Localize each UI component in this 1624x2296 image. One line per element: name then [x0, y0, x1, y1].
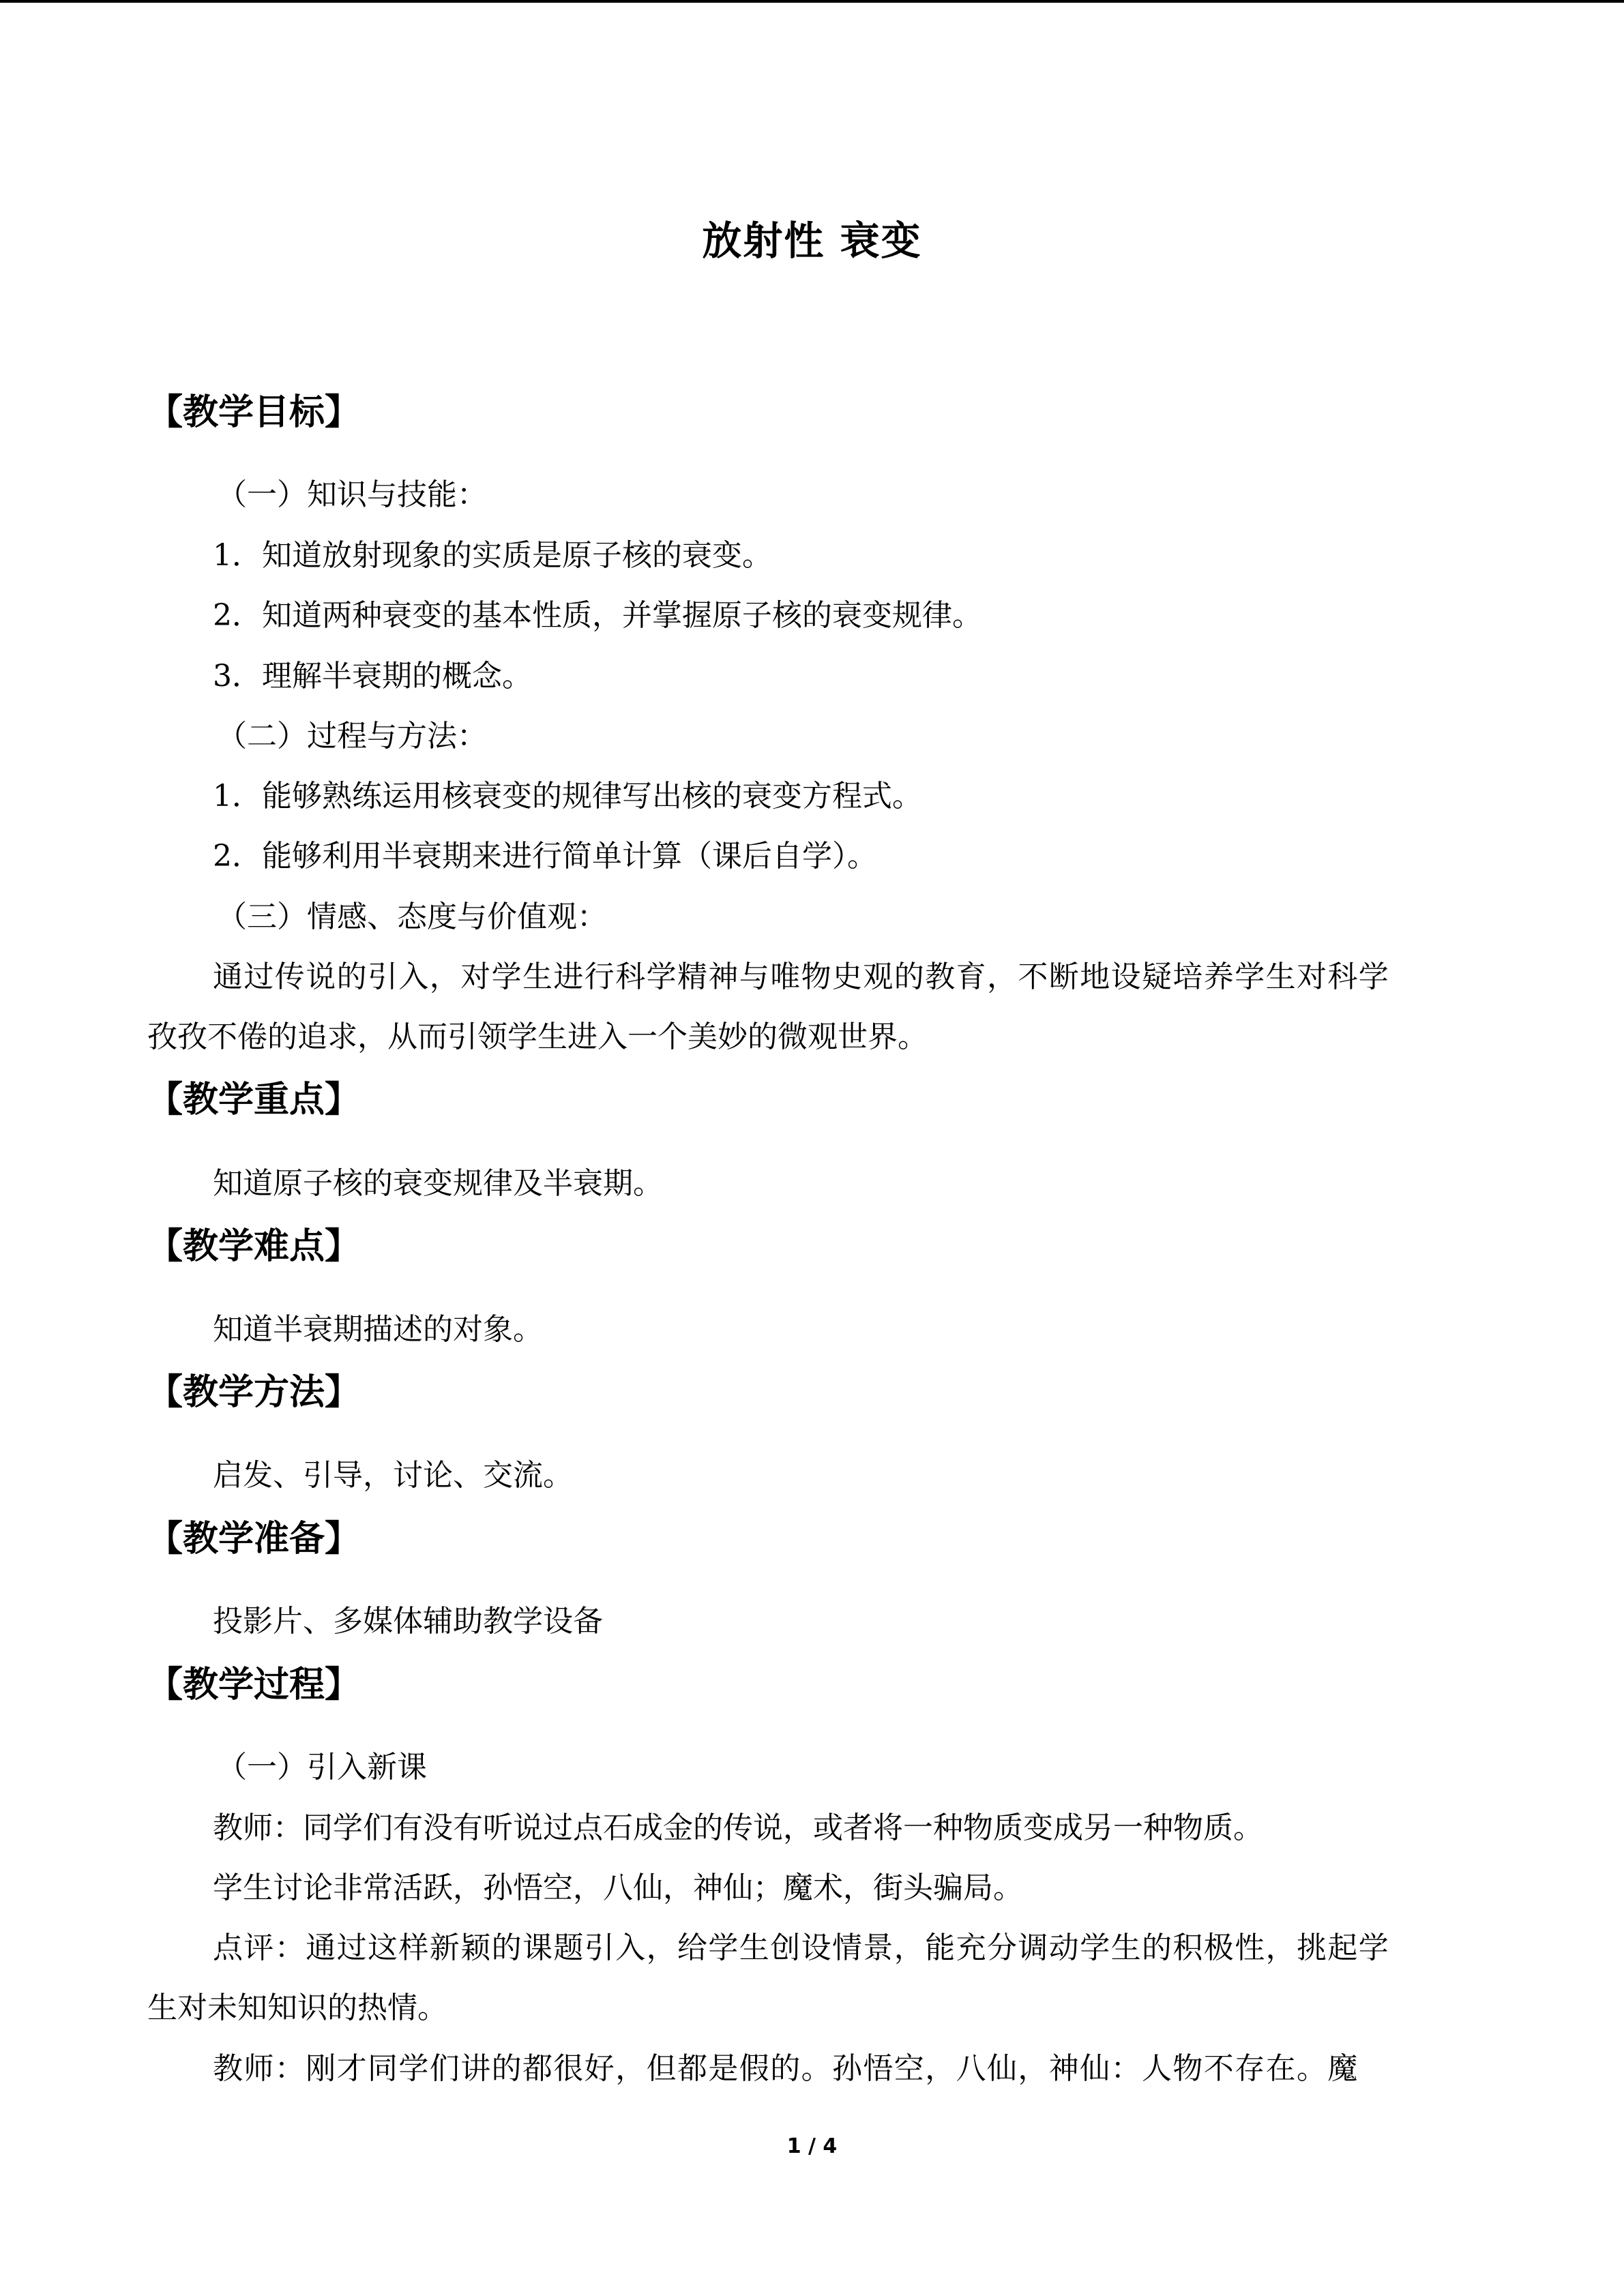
process-line-4: 教师：刚才同学们讲的都很好，但都是假的。孙悟空，八仙，神仙：人物不存在。魔 — [213, 2051, 1359, 2086]
goals-paragraph-line-1: 通过传说的引入，对学生进行科学精神与唯物史观的教育，不断地设疑培养学生对科学 — [213, 959, 1390, 994]
process-line-2: 学生讨论非常活跃，孙悟空，八仙，神仙；魔术，街头骗局。 — [213, 1870, 1023, 1905]
goals-item-1-3: 3．理解半衰期的概念。 — [213, 659, 532, 694]
goals-paragraph-line-2: 孜孜不倦的追求，从而引领学生进入一个美妙的微观世界。 — [147, 1019, 928, 1054]
goals-subheading-process: （二）过程与方法： — [217, 719, 487, 754]
process-line-3a: 点评：通过这样新颖的课题引入，给学生创设情景，能充分调动学生的积极性，挑起学 — [213, 1930, 1390, 1965]
key-points-text: 知道原子核的衰变规律及半衰期。 — [213, 1166, 663, 1201]
section-heading-key-points: 【教学重点】 — [147, 1079, 361, 1120]
difficulties-text: 知道半衰期描述的对象。 — [213, 1312, 543, 1347]
goals-subheading-values: （三）情感、态度与价值观： — [217, 899, 607, 934]
process-subheading-intro: （一）引入新课 — [217, 1750, 427, 1785]
section-heading-preparation: 【教学准备】 — [147, 1519, 361, 1560]
section-heading-process: 【教学过程】 — [147, 1665, 361, 1705]
preparation-text: 投影片、多媒体辅助教学设备 — [213, 1604, 603, 1639]
goals-item-2-1: 1．能够熟练运用核衰变的规律写出核的衰变方程式。 — [213, 779, 922, 814]
methods-text: 启发、引导，讨论、交流。 — [213, 1458, 573, 1493]
goals-item-1-1: 1．知道放射现象的实质是原子核的衰变。 — [213, 538, 772, 573]
page-title: 放射性 衰变 — [702, 218, 922, 264]
process-line-3b: 生对未知知识的热情。 — [147, 1991, 447, 2025]
goals-item-1-2: 2．知道两种衰变的基本性质，并掌握原子核的衰变规律。 — [213, 598, 982, 633]
goals-subheading-knowledge: （一）知识与技能： — [217, 477, 487, 512]
goals-item-2-2: 2．能够利用半衰期来进行简单计算（课后自学）。 — [213, 839, 877, 874]
section-heading-difficulties: 【教学难点】 — [147, 1226, 361, 1267]
process-line-1: 教师：同学们有没有听说过点石成金的传说，或者将一种物质变成另一种物质。 — [213, 1810, 1263, 1845]
page-top-border — [0, 0, 1624, 3]
page-number: 1 / 4 — [786, 2134, 838, 2158]
section-heading-methods: 【教学方法】 — [147, 1372, 361, 1413]
section-heading-goals: 【教学目标】 — [147, 392, 361, 433]
